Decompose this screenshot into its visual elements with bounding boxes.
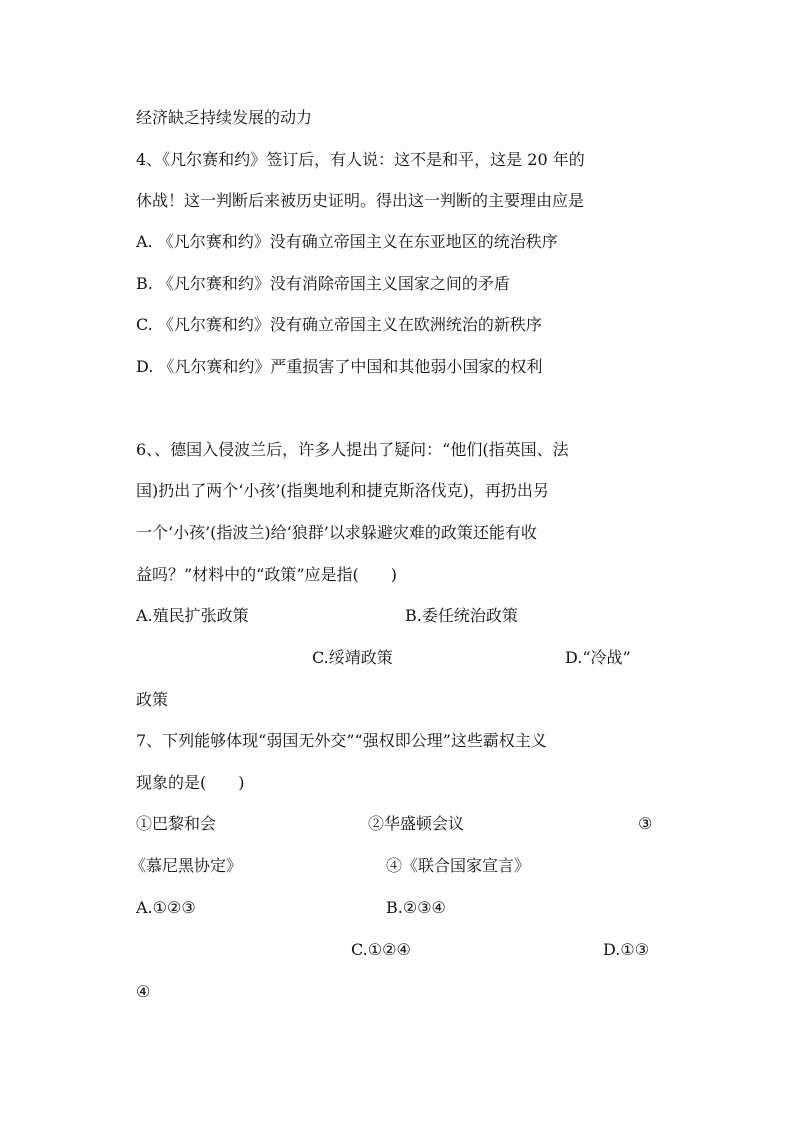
question-4-stem: 4、《凡尔赛和约》签订后，有人说：这不是和平，这是 20 年的 bbox=[136, 150, 585, 169]
question-4-option-b: B. 《凡尔赛和约》没有消除帝国主义国家之间的矛盾 bbox=[136, 274, 510, 293]
question-7-item-3-cont: 《慕尼黑协定》 bbox=[130, 856, 243, 875]
question-6-stem: 益吗？”材料中的“政策”应是指( ) bbox=[136, 565, 398, 584]
question-7-stem: 7、下列能够体现“弱国无外交”“强权即公理”这些霸权主义 bbox=[136, 731, 547, 750]
question-6-option-c: C.绥靖政策 bbox=[312, 648, 393, 667]
question-6-stem: 6、、德国入侵波兰后，许多人提出了疑问：“他们(指英国、法 bbox=[136, 440, 569, 459]
question-6-stem: 国)扔出了两个‘小孩’(指奥地利和捷克斯洛伐克)，再扔出另 bbox=[136, 481, 549, 500]
question-7-item-4: ④《联合国家宣言》 bbox=[386, 856, 531, 875]
question-6-option-a: A.殖民扩张政策 bbox=[136, 606, 249, 625]
question-7-item-1: ①巴黎和会 bbox=[136, 814, 217, 833]
text-line: 经济缺乏持续发展的动力 bbox=[136, 108, 313, 127]
question-7-item-3: ③ bbox=[638, 814, 653, 833]
question-4-stem: 休战！这一判断后来被历史证明。得出这一判断的主要理由应是 bbox=[136, 191, 585, 210]
question-7-option-c: C.①②④ bbox=[351, 940, 411, 959]
question-7-stem: 现象的是( ) bbox=[136, 773, 245, 792]
question-7-option-b: B.②③④ bbox=[386, 898, 446, 917]
question-7-option-d-cont: ④ bbox=[136, 982, 151, 1001]
question-6-option-d: D.“冷战” bbox=[565, 648, 631, 667]
question-4-option-d: D. 《凡尔赛和约》严重损害了中国和其他弱小国家的权利 bbox=[136, 357, 543, 376]
question-6-option-d-cont: 政策 bbox=[136, 690, 169, 709]
question-7-option-d: D.①③ bbox=[603, 940, 650, 959]
question-7-item-2: ②华盛顿会议 bbox=[368, 814, 465, 833]
question-4-option-a: A. 《凡尔赛和约》没有确立帝国主义在东亚地区的统治秩序 bbox=[136, 232, 558, 251]
question-6-stem: 一个‘小孩’(指波兰)给‘狼群’以求躲避灾难的政策还能有收 bbox=[136, 523, 537, 542]
question-4-option-c: C. 《凡尔赛和约》没有确立帝国主义在欧洲统治的新秩序 bbox=[136, 315, 542, 334]
question-7-option-a: A.①②③ bbox=[136, 898, 196, 917]
question-6-option-b: B.委任统治政策 bbox=[405, 606, 518, 625]
